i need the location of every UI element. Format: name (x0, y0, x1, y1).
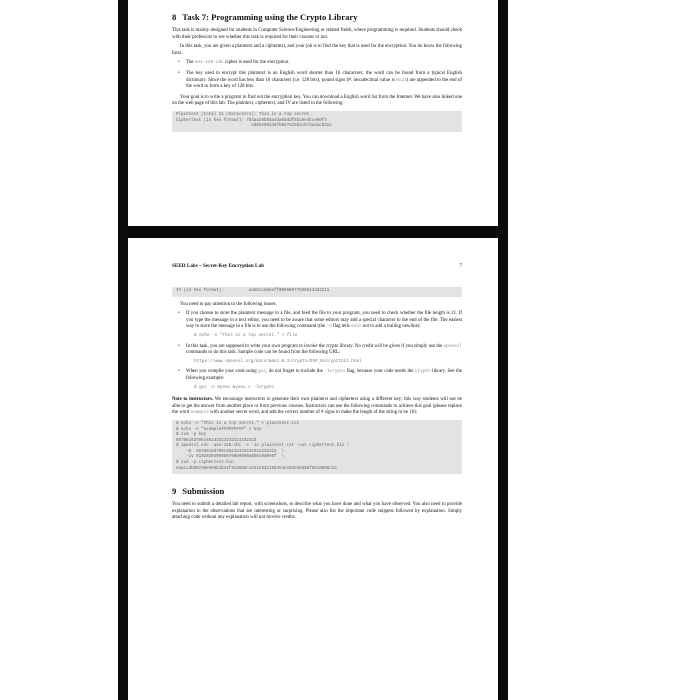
task-paragraph: In this task, you are given a plaintext and a ciphertext, and your job is to find the key that is used for the encryption. You do know the following facts: (172, 44, 462, 56)
inline-code: 0x23 (396, 77, 407, 83)
page-content (172, 287, 462, 525)
list-item: • When you compile your code using gcc, do not forget to include the -lcrypto flag, because your code needs the crypto library. See the following example: $ gcc -o myenc myenc.c -lcrypto (178, 369, 462, 390)
submission-paragraph: You need to submit a detailed lab report, with screenshots, to describe what you have done and what you have observed. You also need to provide explanation to the observations that are interesting or surprising. Please also list the important code snippets followed by explanation. Simply attaching code without any explanation will not receive credits. (172, 502, 462, 521)
plaintext-ciphertext-code: Plaintext (total 21 characters): This is a top secret. Ciphertext (in hex format): 764aa26b55a4da654df6b19e4bce00f4 ed05e09346fb0e762583cb7da2ac93a2 (172, 111, 462, 132)
iv-code: IV (in hex format): aabbccddeeff00998877665544332211 (172, 287, 462, 297)
list-item: • If you choose to store the plaintext message in a file, and feed the file to your program, you need to check whether the file length is 21. If you type the message in a text editor, you need to be aware that some editors may add a special character to the end of the file. The easiest way to store the message in a file is to use the following command (the -n flag tells echo not to add a trailing newline): $ echo -n "This is a top secret." > file (178, 311, 462, 338)
gcc-command: $ gcc -o myenc myenc.c -lcrypto (194, 384, 274, 390)
instructor-note: Note to instructors. We encourage instructors to generate their own plaintext and ciphertext using a different key; this way students will not be able to get the answer from another place or from previous courses. Instructors can use the following commands to achieve this goal (please replace the word example with another secret word, and add the correct number of # signs to make the length of the string to be 16): (172, 397, 462, 416)
inline-code: aes-128-cbc (194, 60, 224, 66)
page-content (172, 12, 462, 137)
section-title: Submission (182, 486, 225, 497)
openssl-url[interactable]: https://www.openssl.org/docs/man1.0.2/crypto/EVP_EncryptInit.html (194, 358, 362, 364)
section-number: 9 (172, 486, 177, 497)
page-number: 7 (459, 263, 462, 269)
echo-command: $ echo -n "This is a top secret." > file (194, 332, 298, 338)
section-number: 8 (172, 12, 177, 22)
section-title: Task 7: Programming using the Crypto Library (182, 12, 358, 22)
list-item: • In this task, you are supposed to write your own program to invoke the crypto library. No credit will be given if you simply use the openssl commands to do this task. Sample code can be found from the following URL: https://www.openssl.org/docs/man1.0.2/crypto/EVP_EncryptInit.html (178, 343, 462, 364)
section-heading-8 (172, 12, 462, 22)
note-label: Note to instructors. (172, 397, 214, 403)
attention-paragraph: You need to pay attention to the following issues: (180, 301, 277, 307)
goal-paragraph: Your goal is to write a program to find out the encryption key. You can download a English word list from the Internet. We have also linked one on the web page of this lab. The plaintext, ciphertext, and IV are listed in the following: (172, 94, 462, 107)
section-heading-9 (172, 486, 462, 496)
list-item: • The aes-128-cbc cipher is used for the encryption. (178, 60, 290, 66)
issues-list (172, 311, 462, 391)
instructor-code-block: $ echo -n "This is a top secret." > plaintext.txt $ echo -n "example#########" > key $ xxd -p key 6578616d706c65232323232323232323 $ openssl enc -aes-128-cbc -e -in plaintext.txt -out ciphertext.bin \ -K 6578616d706c65232323232323232323 \ -iv 010203040506070809000a0b0c0d0e0f \ $ xxd -p ciphertext.bin e5accdb667e8e569b1b34f423508c15422631198454e104ceb658f5918800c22 (172, 420, 462, 474)
running-head (172, 263, 462, 269)
document-page-6[interactable] (128, 0, 498, 226)
facts-list (172, 60, 462, 90)
intro-paragraph: This task is mainly designed for students in Computer Science/Engineering or related fields, where programming is required. Students should check with their professors to see whether this task is required for their courses or not. (172, 28, 462, 40)
running-head-title: SEED Labs – Secret-Key Encryption Lab (172, 263, 264, 269)
list-item: • The key used to encrypt this plaintext is an English word shorter than 16 characters; the word can be found from a typical English dictionary. Since the word has less than 16 characters (i.e. 128 bits), pound signs (#: hexadecimal value is 0x23) are appended to the end of the word to form a key of 128 bits. (178, 70, 462, 90)
document-page-7[interactable] (128, 238, 498, 700)
